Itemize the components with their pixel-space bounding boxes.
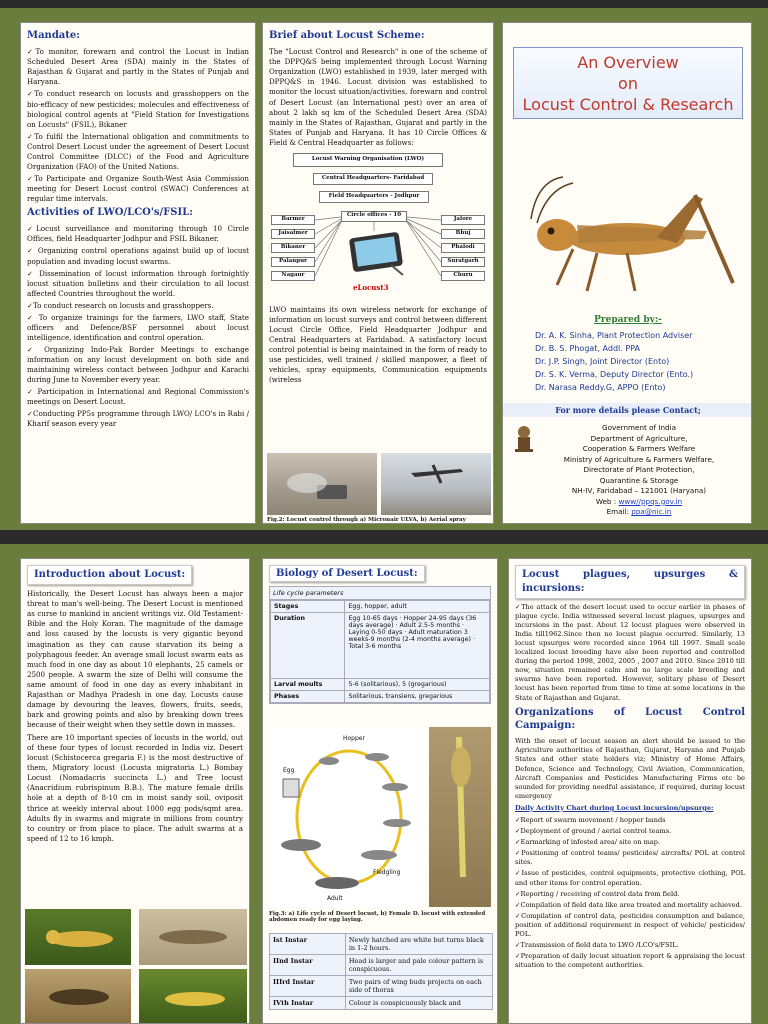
title-line: An Overview	[577, 53, 679, 72]
address-line: Directorate of Plant Protection,	[583, 465, 695, 474]
activity-item: ✓ Participation in International and Regional Commission's meetings on Desert Locust.	[27, 387, 249, 407]
org-circle: Circle offices - 10	[341, 211, 407, 222]
mandate-item: ✓To Participate and Organize South-West Asia Commission meeting for Desert Locust control (SWAC) Conferences at regular time intervals.	[27, 173, 249, 204]
daily-activity-item: ✓Transmission of field data to LWO /LCO's/FSIL.	[515, 941, 679, 950]
life-cycle-table-title: Life cycle parameters	[270, 587, 490, 600]
mandate-item: ✓To monitor, forewarn and control the Locust in Indian Scheduled Desert Area (SDA) mainly in the States of Rajasthan & Gujarat and partly in the States of Punjab and Haryana.	[27, 47, 249, 87]
activity-item: ✓Conducting PP5s programme through LWO/ LCO's in Rabi / Kharif season every year	[27, 409, 249, 429]
diagram-label-egg: Egg	[283, 767, 295, 774]
activity-item: ✓Locust surveillance and monitoring through 10 Circle Offices, field Headquarter Jodhpur and FSIL Bikaner.	[27, 224, 249, 244]
locust-photos	[25, 909, 247, 1024]
org-field-hq: Field Headquarters - Jodhpur	[319, 191, 429, 203]
author-name: Dr. A. K. Sinha, Plant Protection Adviser	[535, 331, 693, 340]
locust-photo	[139, 969, 247, 1024]
campaign-paragraph: With the onset of locust season an alert should be issued to the Agriculture authorities of Rajasthan, Gujarat, Haryana and Punjab States and other state holders viz; Ministry of Home Affairs, Defence, Science and Technology, Civil Aviation, Communication, Aircraft Companies and Pesticides Manufacturing Firms etc be sounded for providing needful assistance, if required, during locust emergency	[515, 737, 745, 800]
author-name: Dr. B. S. Phogat, Addl. PPA	[535, 344, 640, 353]
ground-spray-photo	[267, 453, 377, 515]
address-line: Government of India	[602, 423, 676, 432]
instar-row: IIIrd Instar Two pairs of wing buds projects on each side of thorax	[270, 976, 493, 997]
author-name: Dr. J.P. Singh, Joint Director (Ento)	[535, 357, 670, 366]
brief-paragraph-2: LWO maintains its own wireless network for exchange of information on locust surveys and control between different Locust Circle Office, Field Headquarter Jodhpur and Central Headquarters at Faridabad. A satisfactory locust control potential is being maintained in the form of ready to use pesticides, well trained / skilled manpower, a fleet of vehicles, spray equipments, Communication equipments (wireless	[269, 304, 487, 385]
contact-heading: For more details please Contact;	[503, 403, 752, 417]
life-row: Duration Egg 10-65 days · Hopper 24-95 days (36 days average) · Adult 2.5-5 months · Laying 0-50 days · Adult maturation 3 weeks-9 months (2-4 months average) · Total 3-6 months	[271, 613, 490, 679]
brief-heading: Brief about Locust Scheme:	[269, 30, 425, 41]
author-name: Dr. Narasa Reddy.G, APPO (Ento)	[535, 383, 666, 392]
brochure-inner-sheet	[0, 544, 768, 1024]
address-line: Ministry of Agriculture & Farmers Welfare,	[563, 454, 715, 464]
org-circle-right: Bhuj	[441, 229, 485, 239]
daily-chart-heading: Daily Activity Chart during Locust incursion/upsurge:	[515, 803, 714, 812]
life-row: Larval moults 5-6 (solitarious), 5 (gregarious)	[271, 679, 490, 691]
web-line: Web : www//ppqs.gov.in	[595, 496, 683, 506]
aerial-spray-photo	[381, 453, 491, 515]
mandate-heading: Mandate:	[27, 30, 80, 41]
control-photos-caption: Fig.2: Locust control through a) Micronair ULVA, b) Aerial spray	[267, 517, 466, 523]
contact-address	[529, 423, 749, 518]
lwo-org-chart	[269, 151, 487, 301]
title-line: on	[618, 74, 638, 93]
org-circle-right: Phalodi	[441, 243, 485, 253]
campaign-heading: Organizations of Locust Control Campaign:	[515, 706, 745, 732]
locust-photo	[25, 969, 131, 1024]
org-circle-left: Jaisalmer	[271, 229, 315, 239]
intro-heading: Introduction about Locust:	[27, 565, 192, 585]
control-photos	[267, 453, 491, 524]
instar-row: IInd Instar Head is larger and pale colour pattern is conspicuous.	[270, 955, 493, 976]
activities-heading: Activities of LWO/LCO's/FSIL:	[27, 207, 193, 219]
address-line: Cooperation & Farmers Welfare	[582, 444, 696, 453]
life-row: Stages Egg, hopper, adult	[271, 601, 490, 613]
activity-item: ✓To conduct research on locusts and grasshoppers.	[27, 300, 214, 310]
org-circle-left: Bikaner	[271, 243, 315, 253]
authors-list	[535, 329, 693, 394]
biology-caption: Fig.3: a) Life cycle of Desert locust, b) Female D. locust with extended abdomen ready for egg laying.	[269, 911, 486, 923]
activity-item: ✓ Organizing Indo-Pak Border Meetings to exchange information on any locust development on both side and maintaining wireless contact between Jodhpur and Karachi during June to November every year.	[27, 345, 249, 385]
org-circle-right: Suratgarh	[441, 257, 485, 267]
title-line: Locust Control & Research	[522, 95, 734, 114]
daily-activity-item: ✓Preparation of daily locust situation report & appraising the locust situation to the competent authorities.	[515, 952, 745, 970]
brief-panel	[262, 22, 494, 524]
mandate-item: ✓To fulfil the International obligation and commitments to Control Desert Locust under the agreement of Desert Locust Control Committee (DLCC) of the Food and Agriculture Organization (FAO) of the United Nations.	[27, 131, 249, 171]
grasshopper-image	[517, 173, 743, 305]
instar-row: Ist Instar Newly hatched are white but turns black in 1-2 hours.	[270, 934, 493, 955]
mandate-item: ✓To conduct research on locusts and grasshoppers on the bio-efficacy of new pesticides; molecules and effectiveness of biological control agents at "Field Station for Investigations on Locusts" (FSIL), Bikaner	[27, 89, 249, 129]
address-line: Department of Agriculture,	[590, 433, 688, 443]
instar-table	[269, 933, 493, 1010]
daily-activity-item: ✓Compilation of field data like area treated and mortality achieved.	[515, 900, 742, 909]
daily-activity-item: ✓Earmarking of infested area/ site on map.	[515, 838, 661, 847]
plagues-panel	[508, 558, 752, 1024]
prepared-heading: Prepared by:-	[594, 315, 662, 325]
website-link[interactable]: www//ppqs.gov.in	[618, 496, 683, 506]
locust-photo	[139, 909, 247, 965]
daily-activity-item: ✓Positioning of control teams/ pesticides/ aircrafts/ POL at control sites.	[515, 849, 745, 867]
locust-photo	[25, 909, 131, 965]
daily-activity-item: ✓Reporting / receiving of control data from field.	[515, 889, 680, 898]
intro-paragraph-2: There are 10 important species of locusts in the world, out of these four types of locust recorded in India viz. Desert locust (Schistocerca gregaria F.) is the most destructive of them, Migratory locust (Locusta migratoria L.) Bombay Locust (Nomadacris succincta L.) and Tree locust (Anacridium rubrispinum B.B.). The mature female drills hole at a depth of 8-10 cm in moist sandy soil, oviposit thrice at weekly interval about 1000 egg pods/sqmt area. Adults fly in swarms and migrate in millions from country to country or from place to place. The adult swarms at a speed of 12 to 16 kmph.	[27, 733, 243, 843]
life-cycle-diagram	[269, 727, 425, 907]
brochure-outer-sheet	[0, 8, 768, 530]
life-cycle-table	[269, 586, 491, 704]
daily-activity-item: ✓Issue of pesticides, control equipments, protective clothing, POL and other items for control operation.	[515, 869, 745, 887]
org-hq: Central Headquarters- Faridabad	[313, 173, 433, 185]
female-locust-photo	[429, 727, 491, 907]
email-line: Email: ppa@nic.in	[606, 507, 672, 516]
activity-item: ✓ Dissemination of locust information through fortnightly locust situation bulletins and their circulation to all locust affected Countries throughout the world.	[27, 268, 249, 298]
biology-panel	[262, 558, 498, 1024]
brief-paragraph: The "Locust Control and Research" is one of the scheme of the DPPQ&S being implemented through Locust Warning Organization (LWO) established in 1939, later merged with DPPQ&S in 1946. Locust division was established to monitor the locust situation/activities, forewarn and control of Desert Locust (an International pest) over an area of about 2 lakh sq km of the Scheduled Desert Area (SDA) mainly in the States of Rajasthan, Gujarat and partly in the States of Punjab and Haryana. It has 10 Circle Offices & Field & Central Headquarter as follows:	[269, 47, 487, 147]
daily-activity-item: ✓Compilation of control data, pesticides consumption and balance, position of additional requirement in respect of vehicle/ pesticides/ POL.	[515, 911, 745, 938]
elocust-label: eLocust3	[353, 282, 389, 292]
diagram-label-adult: Adult	[327, 895, 343, 902]
org-lwo: Locust Warning Organisation (LWO)	[293, 153, 443, 167]
org-circle-left: Barmer	[271, 215, 315, 225]
org-circle-left: Palanpur	[271, 257, 315, 267]
plagues-paragraph: ✓The attack of the desert locust used to occur earlier in phases of plague cycle. India witnessed several locust plagues, upsurges and incursions in the past. About 12 locust plagues were observed in India till1962.Since then no locust plague occurred. Similarly, 13 locust upsurges were recorded since 1964 till 1997. Small scale localized locust breeding have also been reported and controlled during the period 1998, 2002, 2005 , 2007 and 2010. Since 2010 till now, situation remained calm and no large scale breeding and swarms have been reported. However, solitary phase of Desert locust has been reported from time to time at some locations in the State of Rajasthan and Gujarat.	[515, 602, 745, 702]
instar-row: IVth Instar Colour is conspicuously black and	[270, 997, 493, 1010]
address-line: NH-IV, Faridabad – 121001 (Haryana)	[571, 486, 707, 495]
email-link[interactable]: ppa@nic.in	[631, 507, 672, 516]
diagram-label-hopper: Hopper	[343, 735, 365, 742]
intro-panel	[20, 558, 250, 1024]
address-line: Quarantine & Storage	[599, 475, 679, 485]
activity-item: ✓ To organize trainings for the farmers, LWO staff, State officers and Defence/BSF personnel about locust intelligence, identification and control operation.	[27, 312, 249, 342]
biology-heading: Biology of Desert Locust:	[269, 565, 425, 582]
author-name: Dr. S. K. Verma, Deputy Director (Ento.)	[535, 370, 694, 379]
cover-panel	[502, 22, 752, 524]
mandate-panel	[20, 22, 256, 524]
brochure-title	[513, 47, 743, 119]
org-circle-right: Churu	[441, 271, 485, 281]
org-circle-left: Nagaur	[271, 271, 315, 281]
org-circle-right: Jalore	[441, 215, 485, 225]
daily-activity-item: ✓Report of swarm movement / hopper bands	[515, 815, 666, 824]
intro-paragraph: Historically, the Desert Locust has always been a major threat to man's well-being. The Desert Locust is mentioned as curse to mankind in ancient writings viz. Old Testament-Bible and the Holy Koran. The magnitude of the damage and loss caused by the locusts is very gigantic beyond imagination as they can cause starvation its being a polyphagous feeder. An average small locust swarm eats as much food in one day as about 10 elephants, 25 camels or 2500 people. A swarm the size of Delhi will consume the same amount of food in one day as every inhabitant in Rajasthan or Madhya Pradesh in one day. Locusts cause damage by devouring the leaves, flowers, fruits, seeds, bark and growing points and also by breaking down trees because of their weight when they settle down in masses.	[27, 589, 243, 729]
activity-item: ✓ Organizing control operations against build up of locust population and invading locust swarms.	[27, 246, 249, 266]
daily-activity-item: ✓Deployment of ground / aerial control teams.	[515, 827, 672, 836]
diagram-label-fledgling: Fledgling	[373, 869, 401, 876]
org-chart-lines	[269, 151, 489, 301]
plagues-heading: Locust plagues, upsurges & incursions:	[515, 565, 745, 599]
life-row: Phases Solitarious, transiens, gregarious	[271, 691, 490, 703]
